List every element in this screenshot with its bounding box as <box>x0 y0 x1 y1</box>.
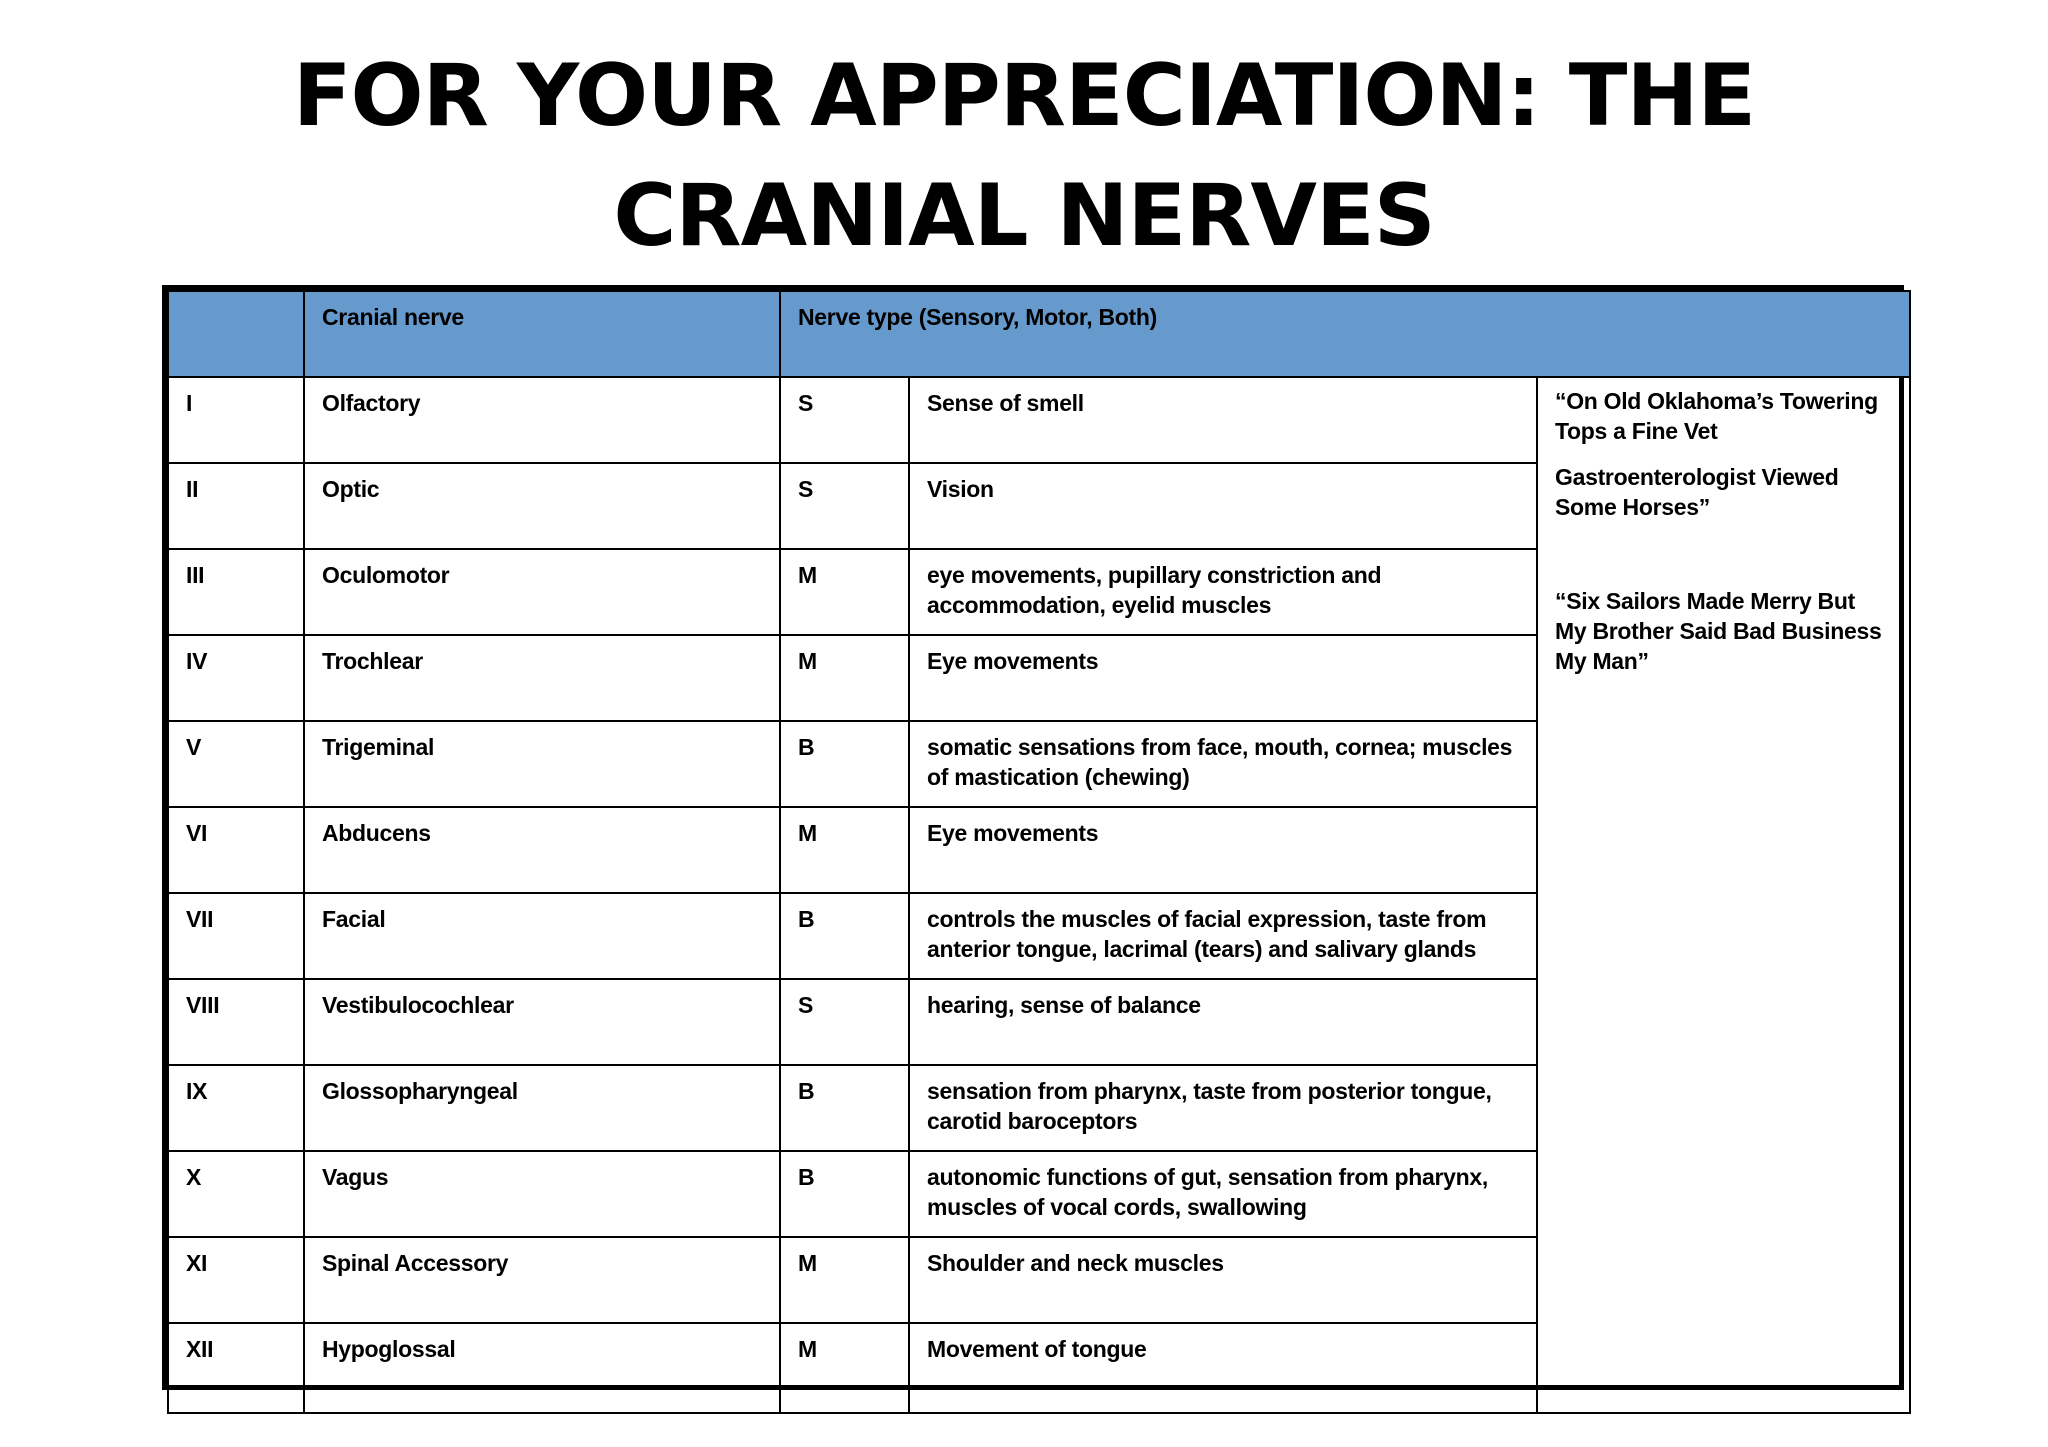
nerve-type: B <box>780 893 909 979</box>
nerve-name: Vestibulocochlear <box>304 979 780 1065</box>
cranial-nerves-table <box>167 290 1911 1414</box>
nerve-type: M <box>780 635 909 721</box>
nerve-name: Abducens <box>304 807 780 893</box>
nerve-function: controls the muscles of facial expression, taste from anterior tongue, lacrimal (tears) and salivary glands <box>909 893 1537 979</box>
mnemonic-names-part-2: Gastroenterologist Viewed Some Horses” <box>1555 464 1839 520</box>
nerve-type: B <box>780 1065 909 1151</box>
mnemonic-cell <box>1537 377 1910 1413</box>
nerve-number: X <box>168 1151 304 1237</box>
nerve-function: eye movements, pupillary constriction and accommodation, eyelid muscles <box>909 549 1537 635</box>
nerve-name: Vagus <box>304 1151 780 1237</box>
nerve-number: XI <box>168 1237 304 1323</box>
nerve-type: B <box>780 1151 909 1237</box>
nerve-function: Eye movements <box>909 807 1537 893</box>
header-cranial-nerve: Cranial nerve <box>304 291 780 377</box>
nerve-function: sensation from pharynx, taste from posterior tongue, carotid baroceptors <box>909 1065 1537 1151</box>
nerve-function: autonomic functions of gut, sensation from pharynx, muscles of vocal cords, swallowing <box>909 1151 1537 1237</box>
nerve-function: somatic sensations from face, mouth, cornea; muscles of mastication (chewing) <box>909 721 1537 807</box>
nerve-function: Eye movements <box>909 635 1537 721</box>
nerve-function: Shoulder and neck muscles <box>909 1237 1537 1323</box>
table-row <box>168 377 1910 463</box>
nerve-type: S <box>780 463 909 549</box>
cranial-nerves-table-frame <box>162 285 1904 1390</box>
nerve-name: Hypoglossal <box>304 1323 780 1413</box>
nerve-function: Vision <box>909 463 1537 549</box>
nerve-type: B <box>780 721 909 807</box>
nerve-number: VIII <box>168 979 304 1065</box>
nerve-function: hearing, sense of balance <box>909 979 1537 1065</box>
nerve-type: S <box>780 979 909 1065</box>
nerve-name: Glossopharyngeal <box>304 1065 780 1151</box>
nerve-number: V <box>168 721 304 807</box>
nerve-number: IX <box>168 1065 304 1151</box>
nerve-name: Olfactory <box>304 377 780 463</box>
nerve-type: S <box>780 377 909 463</box>
table-header-row <box>168 291 1910 377</box>
nerve-number: XII <box>168 1323 304 1413</box>
nerve-type: M <box>780 1323 909 1413</box>
page-title <box>0 36 2048 276</box>
nerve-number: II <box>168 463 304 549</box>
nerve-number: III <box>168 549 304 635</box>
mnemonic-names-part-1: “On Old Oklahoma’s Towering Tops a Fine Vet <box>1555 388 1878 444</box>
nerve-number: I <box>168 377 304 463</box>
header-nerve-type: Nerve type (Sensory, Motor, Both) <box>780 291 1910 377</box>
nerve-number: VI <box>168 807 304 893</box>
nerve-type: M <box>780 1237 909 1323</box>
nerve-name: Trigeminal <box>304 721 780 807</box>
nerve-name: Facial <box>304 893 780 979</box>
nerve-function: Movement of tongue <box>909 1323 1537 1413</box>
nerve-function: Sense of smell <box>909 377 1537 463</box>
mnemonic-types: “Six Sailors Made Merry But My Brother Said Bad Business My Man” <box>1555 588 1882 674</box>
nerve-type: M <box>780 807 909 893</box>
page-title-line-1: FOR YOUR APPRECIATION: THE <box>292 46 1756 146</box>
nerve-name: Spinal Accessory <box>304 1237 780 1323</box>
page-title-line-2: CRANIAL NERVES <box>613 166 1435 266</box>
header-number <box>168 291 304 377</box>
nerve-name: Optic <box>304 463 780 549</box>
nerve-name: Oculomotor <box>304 549 780 635</box>
nerve-name: Trochlear <box>304 635 780 721</box>
nerve-number: IV <box>168 635 304 721</box>
nerve-type: M <box>780 549 909 635</box>
nerve-number: VII <box>168 893 304 979</box>
